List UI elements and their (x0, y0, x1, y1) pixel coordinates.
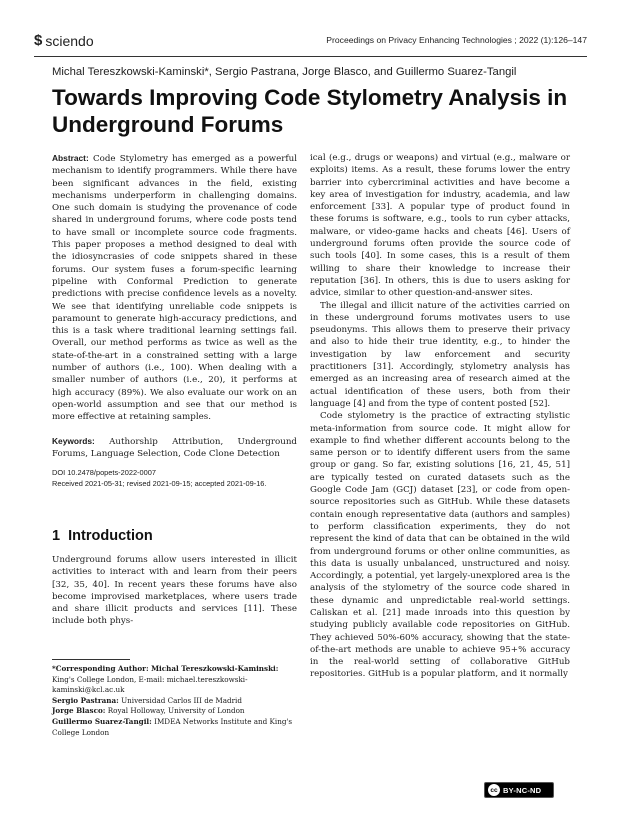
intro-paragraph: Underground forums allow users interested in illicit activities to interact with and learn from their peers [32, 35, 40]. In recent years these forums have also become improvised marketplaces, where users trade and share illicit products and services [11]. These include both phys- (52, 555, 297, 627)
footnote-rule (52, 659, 130, 660)
keywords-text: Authorship Attribution, Underground Forums, Language Selection, Code Clone Detection (52, 436, 297, 459)
abstract-label: Abstract: (52, 153, 89, 163)
footnote-author-2: Sergio Pastrana: Universidad Carlos III de Madrid (52, 695, 242, 705)
footnote-corresponding: *Corresponding Author: Michal Tereszkowski-Kaminski: King's College London, E-mail: michael.tereszkowski-kaminski@kcl.ac.uk (52, 664, 279, 695)
right-column (310, 152, 570, 681)
license-text: BY-NC-ND (503, 785, 542, 795)
left-column (52, 152, 297, 489)
keywords-label: Keywords: (52, 435, 95, 446)
section-number: 1 (52, 528, 61, 544)
footnote-author-4: Guillermo Suarez-Tangil: IMDEA Networks Institute and King's College London (52, 716, 293, 737)
page-header (34, 32, 587, 54)
footnotes (52, 664, 297, 738)
creative-commons-icon: cc (488, 784, 500, 796)
abstract (52, 152, 297, 424)
right-paragraph-3: Code stylometry is the practice of extracting stylistic meta-information from source code. It might allow for example to find whether different accounts belong to the same person or to identify different users from the same group or gang. So far, existing solutions [16, 21, 45, 51] are typically tested on curated datasets such as the Google Code Jam (GCJ) dataset [23], or code from open-source repositories such as GitHub. While these datasets contain enough representative data (authors and samples) to perform classification experiments, they do not represent the kind of data that can be obtained in the wild from underground forums or other online communities, as this data is usually unbalanced, unstructured and noisy. Accordingly, a potential, yet largely-unexplored area is the analysis of the stylometry of the source code shared in these dynamic and unpredictable real-world settings. Caliskan et al. [21] made inroads into this question by studying publicly available code repositories on GitHub. They achieved 50%-60% accuracy, showing that the state-of-the-art methods are unable to achieve 95+% accuracy in the real-world setting of collaborative GitHub repositories. GitHub is a popular platform, and it normally (310, 411, 570, 680)
section-heading (52, 528, 153, 544)
keywords (52, 435, 297, 461)
intro-left (52, 554, 297, 628)
sciendo-logo-icon: $ (34, 32, 43, 49)
publisher-name: sciendo (45, 32, 94, 49)
license-badge[interactable] (484, 782, 554, 798)
right-paragraph-1: ical (e.g., drugs or weapons) and virtual (e.g., malware or exploits) items. As a result, these forums lower the entry barrier into cybercriminal activities and have become a key area of investigation for industry, academia, and law enforcement [33]. A popular type of product found in these forums is software, e.g., tools to run cyber attacks, malware, or video-game hacks and cheats [46]. Users of underground forums often provide the source code of such tools [40]. In some cases, this is a result of them willing to share their knowledge to increase their reputation [36]. In others, this is due to users asking for advice, similar to other question-and-answer sites. (310, 153, 570, 299)
publisher-logo (34, 32, 94, 49)
footnote-author-3: Jorge Blasco: Royal Holloway, University of London (52, 706, 245, 716)
doi: DOI 10.2478/popets-2022-0007 (52, 468, 156, 478)
right-paragraph-2: The illegal and illicit nature of the activities carried on in these underground forums motivates users to use pseudonyms. This allows them to preserve their privacy and also to hide their true identity, e.g., to hinder the investigation by law enforcement and security practitioners [31]. Accordingly, stylometry analysis has emerged as an increasing area of research aimed at the actual identification of these users, both from their language [4] and from the type of content posted [52]. (310, 300, 570, 409)
journal-citation: Proceedings on Privacy Enhancing Technologies ; 2022 (1):126–147 (326, 35, 587, 45)
header-rule (34, 56, 587, 57)
author-list: Michal Tereszkowski-Kaminski*, Sergio Pastrana, Jorge Blasco, and Guillermo Suarez-Tangil (52, 66, 517, 78)
paper-title: Towards Improving Code Stylometry Analysis in Underground Forums (52, 85, 568, 137)
section-title: Introduction (68, 528, 153, 544)
abstract-text: Code Stylometry has emerged as a powerful mechanism to identify programmers. While there have been significant advances in the field, existing mechanisms underperform in challenging domains. One such domain is studying the provenance of code shared in underground forums, where code posts tend to have small or incomplete source code fragments. This paper proposes a method designed to deal with the idiosyncrasies of code snippets shared in these forums. Our system fuses a forum-specific learning pipeline with Conformal Prediction to generate predictions with precise confidence levels as a novelty. We see that identifying unreliable code snippets is paramount to generate high-accuracy predictions, and this is a task where traditional learning settings fail. Overall, our method performs as twice as well as the state-of-the-art in a constrained setting with a large number of authors (i.e., 100). When dealing with a smaller number of authors (i.e., 20), it performs at high accuracy (89%). We also evaluate our work on an open-world assumption and see that our method is more effective at retaining samples. (52, 154, 297, 423)
received-dates: Received 2021-05-31; revised 2021-09-15; accepted 2021-09-16. (52, 479, 267, 489)
